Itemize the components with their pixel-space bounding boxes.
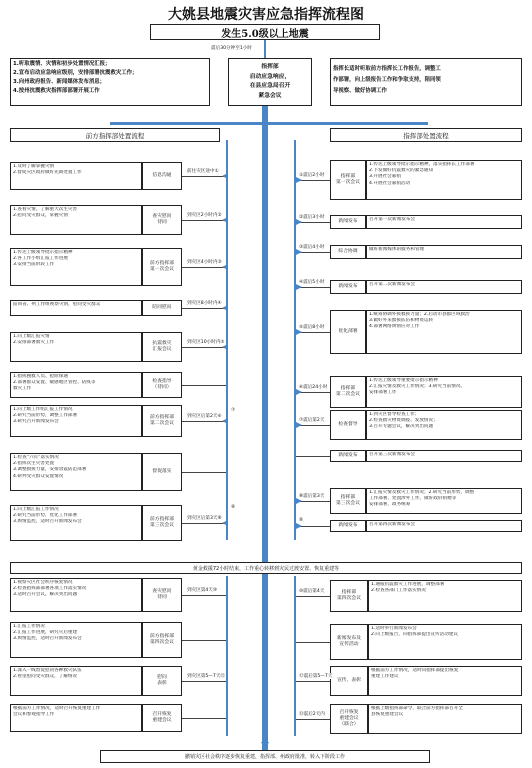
bottom-right-label: [330, 666, 368, 696]
top-right-line: 导视察、做好协调工作: [333, 88, 387, 94]
right-step-line: 召开第一次新闻发布会: [369, 217, 415, 222]
left-step-line: 2.慰问受灾群众，掌握灾情: [13, 213, 68, 219]
right-time-note: ⑧震后第3天: [299, 494, 325, 499]
left-connector: [182, 347, 226, 348]
right-step-line: 1.传达上级领导批示指示精神，落实指挥长工作部署: [369, 162, 475, 167]
bottom-left-box: [10, 622, 142, 658]
top-right-line: 指挥长适时听取前方指挥长工作报告，调整工: [333, 66, 441, 72]
right-arrow: [296, 498, 302, 504]
bottom-right-connector: [296, 596, 330, 597]
subtitle-stem: [264, 40, 266, 58]
bottom-left-note: 到灾区第4天⑩: [187, 588, 218, 593]
bottom-right-label-text: 新闻发布及: [337, 636, 361, 641]
bottom-left-label-text: 查灾慰问: [152, 589, 172, 594]
left-arrow: [222, 520, 228, 526]
right-time-note: ⑥震后24小时: [299, 385, 328, 390]
left-step-label-text: 查灾慰问: [152, 214, 172, 219]
right-arrow: [296, 329, 302, 335]
left-arrow: [222, 264, 228, 270]
right-time-note: ⑨: [299, 518, 304, 523]
left-step-box: [10, 505, 142, 541]
bottom-left-label-text: 重建会议: [152, 718, 172, 723]
bottom-left-line: 会议和参观指导工作: [13, 712, 55, 718]
bottom-right-connector: [296, 642, 330, 643]
bottom-right-note: ⑩震后第4天: [299, 589, 325, 594]
right-step-line: 1.汇报灾情及救灾工作情况；2.研究当前形势，调整: [369, 490, 475, 495]
left-step-line: 2.指挥次生灾害处置: [13, 461, 55, 467]
left-arrow: [222, 305, 228, 311]
left-header: 前方指挥部处置流程: [10, 128, 220, 142]
left-step-label-text: （待同）: [152, 385, 172, 390]
bottom-right-label-text: 指挥部: [341, 590, 357, 595]
page-title: 大姚县地震灾害应急指挥流程图: [168, 7, 364, 23]
bottom-left-label-text: 慰问: [157, 675, 167, 680]
right-time-note: ⑦震后第2天: [299, 418, 325, 423]
right-step-label-text: 指挥部: [340, 386, 356, 391]
bottom-left-label: [142, 666, 182, 696]
bottom-right-note: ⑬震后2天内: [299, 712, 325, 717]
right-time-note: ③震后4小时: [299, 245, 325, 250]
right-step-label-text: 第二次会议: [336, 392, 360, 397]
bottom-right-connector: [296, 681, 330, 682]
top-right-box: [330, 58, 522, 106]
top-left-box: [10, 58, 210, 106]
right-arrow: [296, 249, 302, 255]
left-arrow: [222, 344, 228, 350]
right-branch: [268, 122, 428, 125]
left-step-line: 2.安排部署救灾工作: [13, 340, 55, 346]
left-step-box: [10, 248, 142, 286]
left-time-note: 到灾区10小时内⑤: [187, 340, 225, 345]
left-step-line: 3.舆情监控，适时召开新闻发布会: [13, 519, 82, 525]
right-arrow: [296, 523, 302, 529]
left-step-label: [142, 300, 182, 316]
left-step-label-text: 信息沟通: [152, 173, 172, 178]
timeline-top-label: 震后30分钟至1小时: [211, 46, 252, 51]
top-middle-line: 启动应急响应，: [249, 73, 291, 80]
left-step-label-text: 陪同慰问: [152, 305, 172, 310]
left-time-note: 到灾区4小时内③: [187, 260, 222, 265]
left-time-note: 到灾区后第2天⑥: [187, 414, 222, 419]
top-left-line: 1.听取震情、灾情和初步处置情况汇报；: [13, 61, 111, 67]
right-step-line: 2.下发做好抗震救灾的紧急通知: [369, 168, 434, 174]
left-step-line: 2.研究当前形势，调整工作部署: [13, 413, 78, 419]
left-step-box: [10, 300, 142, 316]
bottom-right-box: [368, 704, 522, 734]
right-step-line: 2.检查救灾物资调拨、发放情况；: [369, 418, 438, 424]
bottom-right-label-text: 召开恢复: [339, 710, 359, 715]
left-spine: [226, 140, 228, 540]
bottom-left-box: [10, 666, 142, 696]
left-time-note: 到灾区8小时内④: [187, 301, 222, 306]
right-time-note: ①震后2小时: [299, 173, 325, 178]
bottom-right-box: [368, 624, 522, 660]
right-step-line: 召开第四次新闻发布会: [369, 522, 415, 527]
right-arrow: [296, 177, 302, 183]
right-step-line: 召开第三次新闻发布会: [369, 452, 415, 457]
bottom-left-spine: [226, 576, 228, 736]
right-step-label: [330, 410, 366, 440]
footer-text: 撤销灾区社会秩序逐步恢复重建，指挥部、州政府批准，转入下阶段工作: [184, 754, 345, 760]
bottom-left-line: 1.汇报工作情况: [13, 624, 45, 629]
right-step-line: 3.做好外来救援队伍和物资运转: [369, 318, 434, 324]
right-step-label-text: 新闻发布: [338, 219, 358, 224]
bottom-left-label-text: 第四次会议: [150, 640, 174, 645]
right-step-box: [366, 450, 522, 462]
left-step-line: 救灾工作: [13, 386, 32, 392]
left-time-note: 到灾区后第3天⑧: [187, 516, 222, 521]
right-step-line: 安排部署工作: [369, 390, 397, 396]
top-middle-line: 指挥部: [261, 64, 279, 70]
bottom-left-line: 1.深入一线督促慰问各种救灾队伍: [13, 668, 82, 673]
bottom-right-connector: [296, 719, 330, 720]
left-step-line: 3.研究召开新闻发布会: [13, 419, 59, 425]
right-step-label: [330, 310, 366, 354]
right-arrow: [296, 389, 302, 395]
bottom-right-label: [330, 624, 368, 660]
right-step-label-text: 第三次会议: [336, 501, 360, 506]
right-spine: [294, 140, 296, 540]
left-arrow: [222, 173, 228, 179]
left-connector: [182, 267, 226, 268]
left-step-line: 4.研判受灾群众安置情况: [13, 473, 64, 479]
band-text: 黄金救援72小时结束，工作重心转移到灾民过渡安置、恢复重建等: [192, 566, 340, 572]
left-step-label-text: 前方指挥部: [150, 261, 174, 266]
circle-nine: ⑨: [231, 505, 236, 510]
left-step-line: 2.督促灾区政府做好先期处置工作: [13, 170, 82, 176]
left-step-label: [142, 453, 182, 491]
left-step-label: [142, 332, 182, 362]
right-step-line: 4.部署网络舆情应对工作: [369, 324, 420, 330]
top-right-line: 作部署，向上级报告工作和争取支持，陪同领: [333, 77, 441, 83]
left-step-label: [142, 505, 182, 541]
bottom-left-label: [142, 704, 182, 732]
top-left-line: 2.宣布启动应急响应级别，安排部署抗震救灾工作；: [13, 70, 138, 76]
top-middle-line: 在县应急局召开: [249, 83, 291, 89]
bottom-left-connector: [182, 718, 226, 719]
right-step-label: [330, 280, 366, 294]
right-step-label-text: 优化部署: [338, 329, 358, 334]
left-connector: [182, 220, 226, 221]
bottom-left-line: 根据前方工作情况，适时召开恢复重建工作: [13, 706, 101, 711]
bottom-left-line: 2.汇报工作进展，研究灾后重建: [13, 630, 78, 636]
bottom-right-label-text: 宣传活动: [339, 642, 359, 647]
right-step-label-text: 新闻发布: [338, 523, 358, 528]
bottom-right-note: ⑫震后第5—7天: [299, 674, 333, 679]
right-step-box: [366, 160, 522, 200]
circle-seven: ⑦: [231, 408, 236, 413]
left-step-label-text: 待同: [157, 220, 167, 225]
left-step-label-text: 汇报会议: [152, 347, 172, 352]
left-step-line: 3.安排当前阶段工作: [13, 262, 55, 268]
bottom-right-line: 1.通报抗震救灾工作进展，调整部署: [371, 582, 445, 587]
bottom-left-box: [10, 578, 142, 612]
right-step-line: 3.开展社会募捐: [369, 174, 401, 180]
right-step-label: [330, 488, 366, 514]
bottom-left-label-text: 待同: [157, 595, 167, 600]
left-step-line: 1.检查“六有”落实情况: [13, 455, 59, 460]
right-step-line: 1.到灾区督导检查工作；: [369, 412, 420, 417]
right-step-line: 4.开展社会募捐活动: [369, 180, 411, 186]
left-arrow: [222, 217, 228, 223]
right-time-note: ④震后5小时: [299, 280, 325, 285]
right-step-label: [330, 450, 366, 462]
bottom-left-note: 到灾区第5—7天⑫: [187, 674, 226, 679]
right-step-label-text: 指挥部: [340, 174, 356, 179]
top-middle-box: [228, 58, 312, 106]
bottom-left-label: [142, 622, 182, 658]
left-step-label-text: 前方指挥部: [150, 517, 174, 522]
bottom-left-line: 1.视察灾区社会秩序恢复情况: [13, 580, 73, 585]
top-left-line: 4.按州抗震救灾指挥部部署开展工作: [13, 88, 100, 94]
left-step-label-text: 检查指导: [152, 379, 172, 384]
right-step-label-text: 新闻发布: [338, 284, 358, 289]
bottom-left-line: 3.适时召开会议，解决突出问题: [13, 592, 78, 598]
top-middle-line: 紧急会议: [258, 92, 282, 99]
right-step-label: [330, 160, 366, 200]
right-arrow: [296, 219, 302, 225]
bottom-right-line: 重建工作建议: [371, 674, 399, 680]
left-step-line: 陪同省、州工作组视察灾情，慰问受灾群众: [13, 302, 101, 307]
left-step-label: [142, 372, 182, 398]
right-step-box: [366, 280, 522, 294]
right-step-line: 做好新闻媒体的服务和管理: [369, 247, 425, 252]
left-arrow: [222, 418, 228, 424]
right-step-label-text: 第一次会议: [336, 180, 360, 185]
bottom-left-label: [142, 578, 182, 612]
right-step-box: [366, 245, 522, 259]
left-step-box: [10, 453, 142, 491]
right-time-note: ⑤震后8小时: [299, 325, 325, 330]
bottom-right-label-text: 宣传、表彰: [337, 678, 361, 683]
left-step-box: [10, 405, 142, 437]
bottom-right-line: 根据前方工作情况，适时向指挥部提出恢复: [371, 668, 459, 673]
left-step-line: 1.向上级汇报灾情: [13, 334, 50, 339]
bottom-right-spine: [294, 576, 296, 736]
left-step-label: [142, 162, 182, 190]
bottom-right-label: [330, 580, 368, 612]
left-step-line: 2.研究当前形势，优化工作部署: [13, 513, 78, 519]
left-branch: [110, 122, 262, 125]
left-step-label: [142, 248, 182, 286]
right-step-box: [366, 520, 522, 532]
left-step-line: 1.向上级汇报工作情况: [13, 507, 59, 512]
bottom-right-label-text: （联合）: [339, 722, 359, 727]
bottom-left-connector: [182, 640, 226, 641]
bottom-right-line: 根据上级指挥部命令，联合前方指挥部召开全: [371, 706, 463, 711]
left-step-label-text: 前方指挥部: [150, 415, 174, 420]
left-step-label-text: 第三次会议: [150, 523, 174, 528]
left-step-line: 1.传达上级领导批示指示精神: [13, 250, 73, 255]
left-step-label-text: 抗震救灾: [152, 341, 172, 346]
bottom-left-line: 2.检查指挥部部署各项工作落实情况: [13, 586, 87, 592]
left-connector: [182, 472, 226, 473]
right-step-box: [366, 410, 522, 440]
left-step-label-text: 第二次会议: [150, 421, 174, 426]
right-step-line: 工作部署，处置涉外工作，做好政府捐赠等: [369, 496, 457, 502]
left-step-line: 3.调整救援力量，安排余震防范部署: [13, 467, 87, 473]
right-step-line: 1.统筹协调外援救援力量；2.启动市县群区域救治: [369, 312, 470, 317]
right-step-box: [366, 376, 522, 408]
left-connector: [182, 421, 226, 422]
bottom-right-line: 2.检查各部门工作落实情况: [371, 588, 426, 594]
left-step-line: 1.及时了解掌握灾情: [13, 164, 55, 169]
bottom-left-connector: [182, 681, 226, 682]
right-step-box: [366, 488, 522, 514]
left-step-line: 1.查看灾情，了解重大次生灾害: [13, 207, 78, 212]
bottom-left-line: 2.看望慰问受灾群众，了解情况: [13, 674, 78, 680]
footer-arrow: [261, 742, 269, 749]
bottom-right-box: [368, 580, 522, 612]
left-step-label: [142, 205, 182, 235]
bottom-right-line: 2.向上级报告，向指挥部提出宣传活动建议: [371, 632, 459, 638]
left-step-label-text: 督促落实: [152, 469, 172, 474]
left-connector: [182, 385, 226, 386]
left-step-line: 2.各工作小组汇报工作进展: [13, 256, 68, 262]
bottom-left-connector: [182, 595, 226, 596]
subtitle-box: 发生5.0级以上地震: [150, 24, 380, 40]
bottom-right-label: [330, 704, 368, 734]
right-step-line: 召开第二次新闻发布会: [369, 282, 415, 287]
left-step-label: [142, 405, 182, 437]
right-step-label-text: 检查督导: [338, 422, 358, 427]
left-step-line: 1.向上级工作组汇报工作情况: [13, 407, 73, 412]
right-header: 指挥部处置流程: [330, 128, 522, 142]
left-time-note: 前往灾区途中①: [187, 169, 219, 174]
left-step-box: [10, 162, 142, 190]
right-step-label: [330, 376, 366, 408]
right-step-label: [330, 520, 366, 532]
top-left-line: 3.向州政府报告、新闻媒体发布消息；: [13, 79, 106, 85]
right-step-label: [330, 245, 366, 259]
bottom-left-box: [10, 704, 142, 732]
left-connector: [182, 308, 226, 309]
footer-box: [100, 750, 430, 763]
bottom-right-line: 1.适时举行新闻发布会: [371, 626, 417, 631]
right-step-box: [366, 215, 522, 229]
right-step-line: 3.召开专题会议，解决突出问题: [369, 424, 434, 430]
bottom-left-label-text: 召开恢复: [152, 712, 172, 717]
bottom-right-label-text: 重建会议: [339, 716, 359, 721]
left-connector: [182, 523, 226, 524]
right-step-line: 1.传达上级领导重要批示指示精神: [369, 378, 438, 383]
right-step-label-text: 指挥部: [340, 495, 356, 500]
left-step-line: 2.部署群众安置、敏感地区管控、防疫等: [13, 380, 96, 386]
left-step-label-text: 第一次会议: [150, 267, 174, 272]
right-time-note: ②震后3小时: [299, 215, 325, 220]
bottom-right-line: 县恢复重建会议: [371, 712, 404, 718]
right-step-box: [366, 310, 522, 354]
golden-72h-band: [10, 562, 522, 574]
right-arrow: [296, 284, 302, 290]
left-time-note: 到灾区2小时内②: [187, 213, 222, 218]
left-step-box: [10, 332, 142, 362]
right-step-label-text: 综合协调: [338, 249, 358, 254]
main-trunk: [262, 106, 268, 751]
bottom-right-box: [368, 666, 522, 696]
left-step-line: 1.指挥搜救人员、抢险保通: [13, 374, 68, 379]
right-arrow: [296, 422, 302, 428]
right-step-line: 2.汇报灾情及救灾工作情况；3.研究当前情况、: [369, 384, 466, 390]
right-connector: [296, 456, 330, 457]
bottom-left-label-text: 前方指挥部: [150, 634, 174, 639]
left-connector: [182, 176, 226, 177]
right-step-line: 安排部署，政务统筹: [369, 502, 411, 508]
left-step-box: [10, 205, 142, 235]
right-step-label: [330, 215, 366, 229]
bottom-left-line: 3.舆情监控，适时召开新闻发布会: [13, 636, 82, 642]
bottom-right-label-text: 第四次会议: [337, 596, 361, 601]
right-step-label-text: 新闻发布: [338, 453, 358, 458]
bottom-left-label-text: 表彰: [157, 681, 167, 686]
left-step-box: [10, 372, 142, 398]
